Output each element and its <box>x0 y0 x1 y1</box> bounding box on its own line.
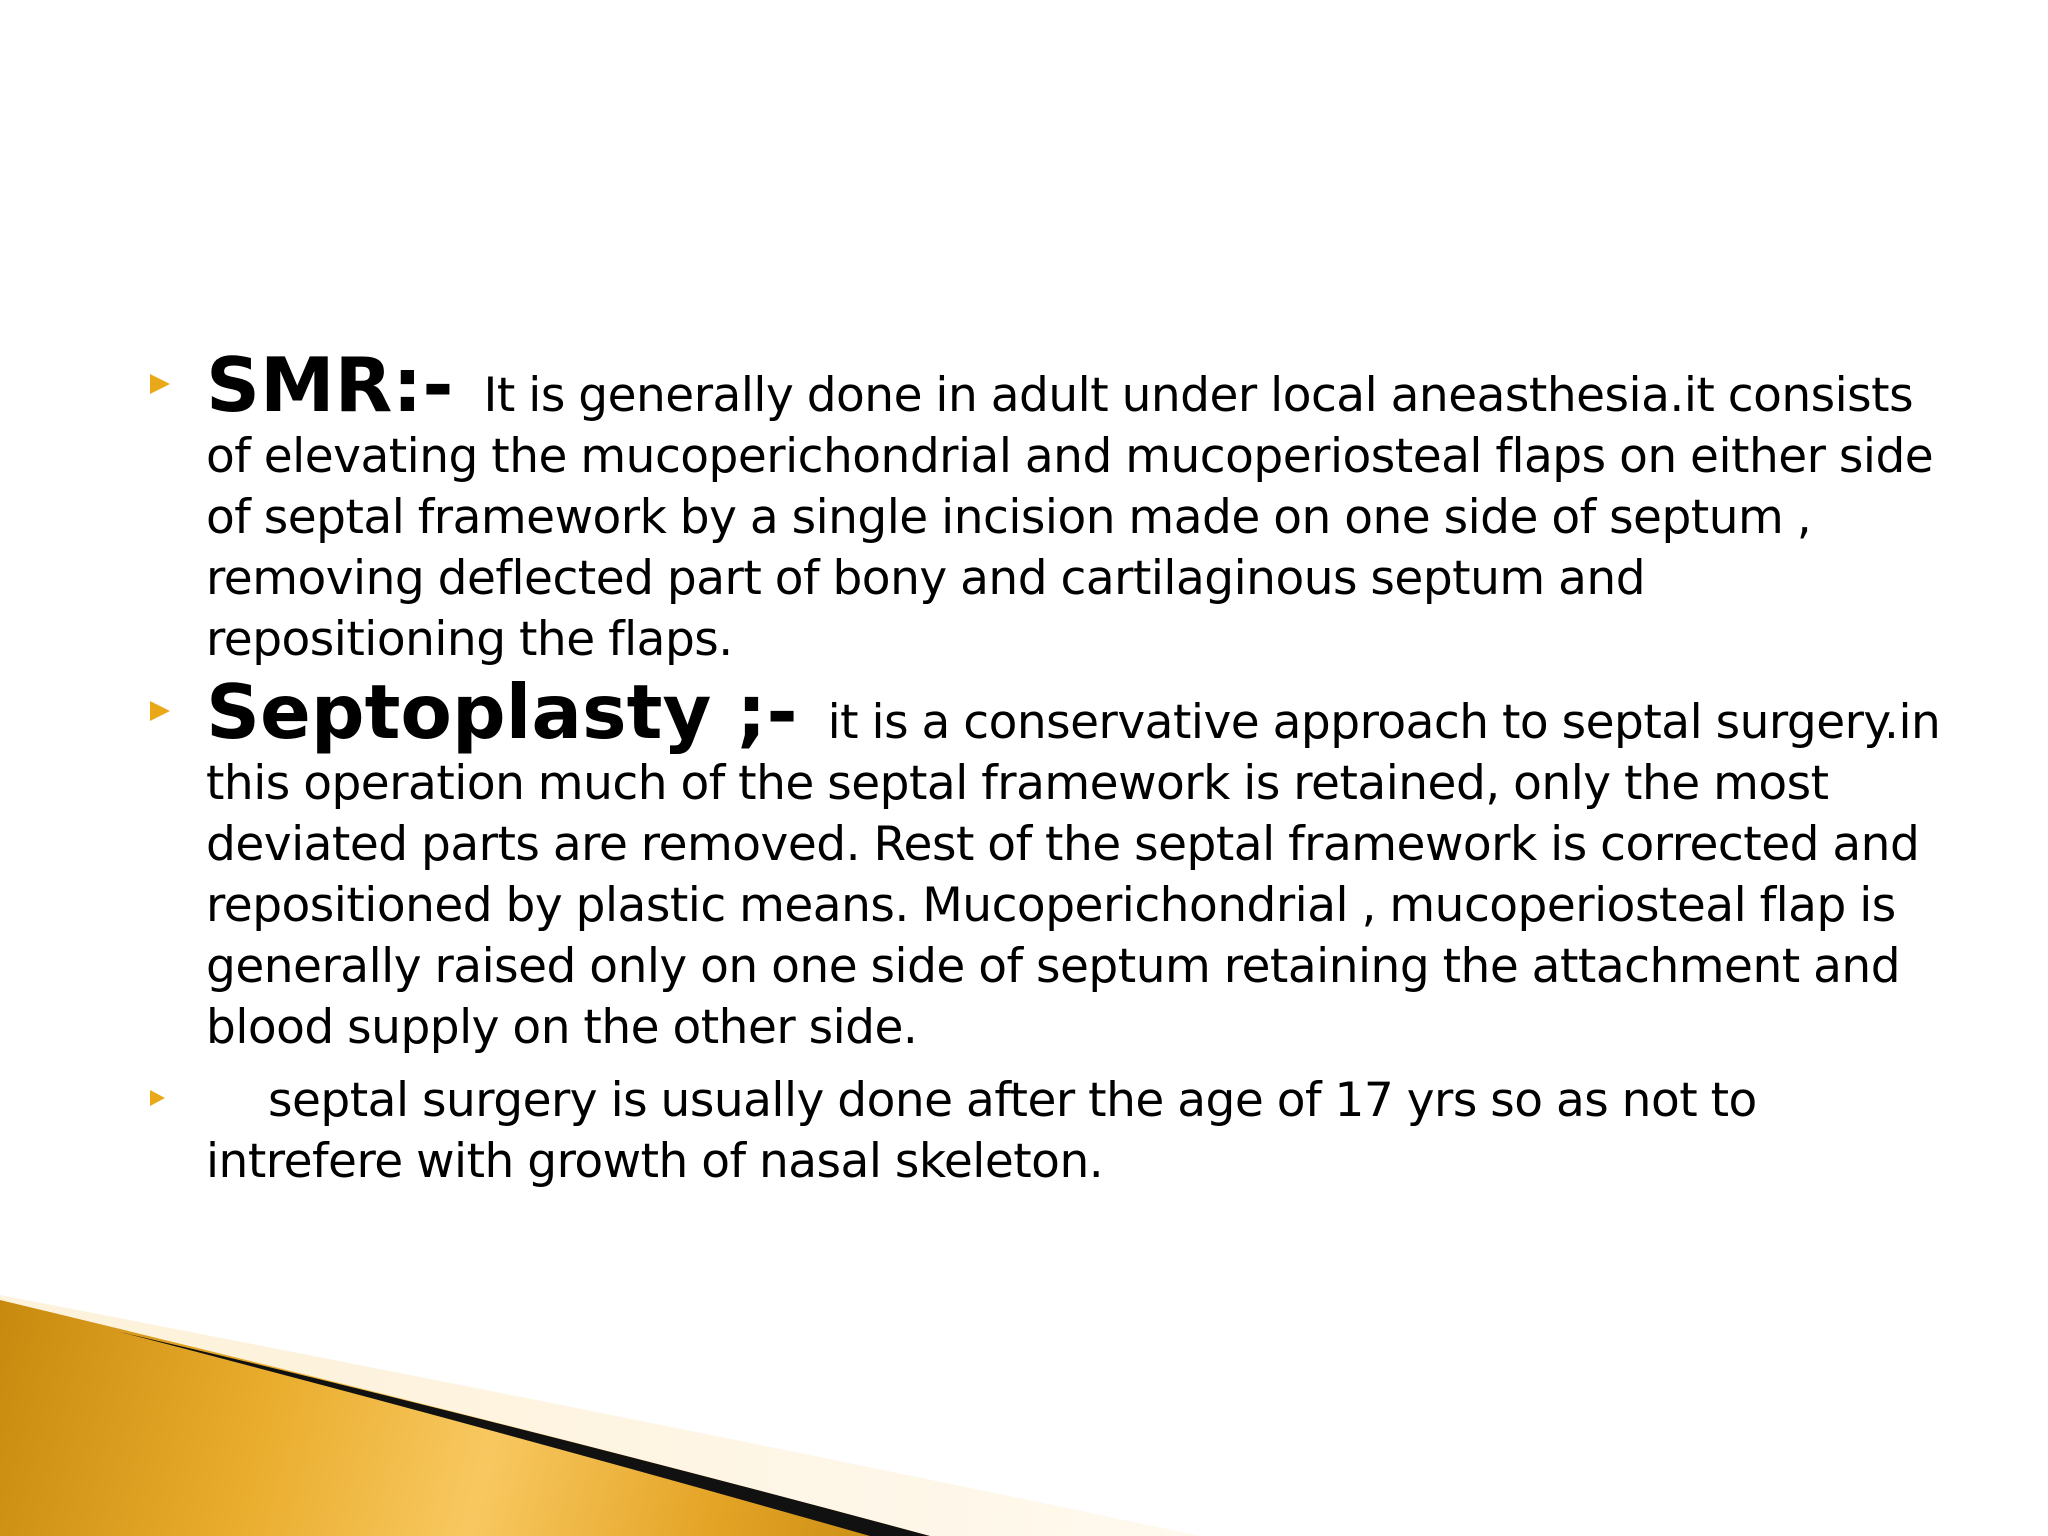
triangle-bullet-icon <box>150 701 170 721</box>
bullet-list <box>150 341 1950 1192</box>
bullet-smr <box>150 341 1950 670</box>
bullet-text: it is a conservative approach to septal surgery.in this operation much of the septal framework is retained, only the most deviated parts are removed. Rest of the septal framework is corrected and repositioned by plastic means. Mucoperichondrial , mucoperiosteal flap is generally raised only on one side of septum retaining the attachment and blood supply on the other side. <box>206 695 1941 1055</box>
bullet-term: Septoplasty ;- <box>206 668 798 756</box>
triangle-bullet-icon <box>150 1090 165 1106</box>
bullet-term: SMR:- <box>206 341 454 429</box>
bullet-age-note <box>150 1070 1950 1192</box>
bullet-text: It is generally done in adult under local aneasthesia.it consists of elevating the mucoperichondrial and mucoperiosteal flaps on either side of septal framework by a single incision made on one side of septum , removing deflected part of bony and cartilaginous septum and repositioning the flaps. <box>206 368 1934 667</box>
bullet-septoplasty <box>150 668 1950 1058</box>
bullet-text: septal surgery is usually done after the age of 17 yrs so as not to intrefere with growth of nasal skeleton. <box>206 1073 1757 1189</box>
triangle-bullet-icon <box>150 374 170 394</box>
